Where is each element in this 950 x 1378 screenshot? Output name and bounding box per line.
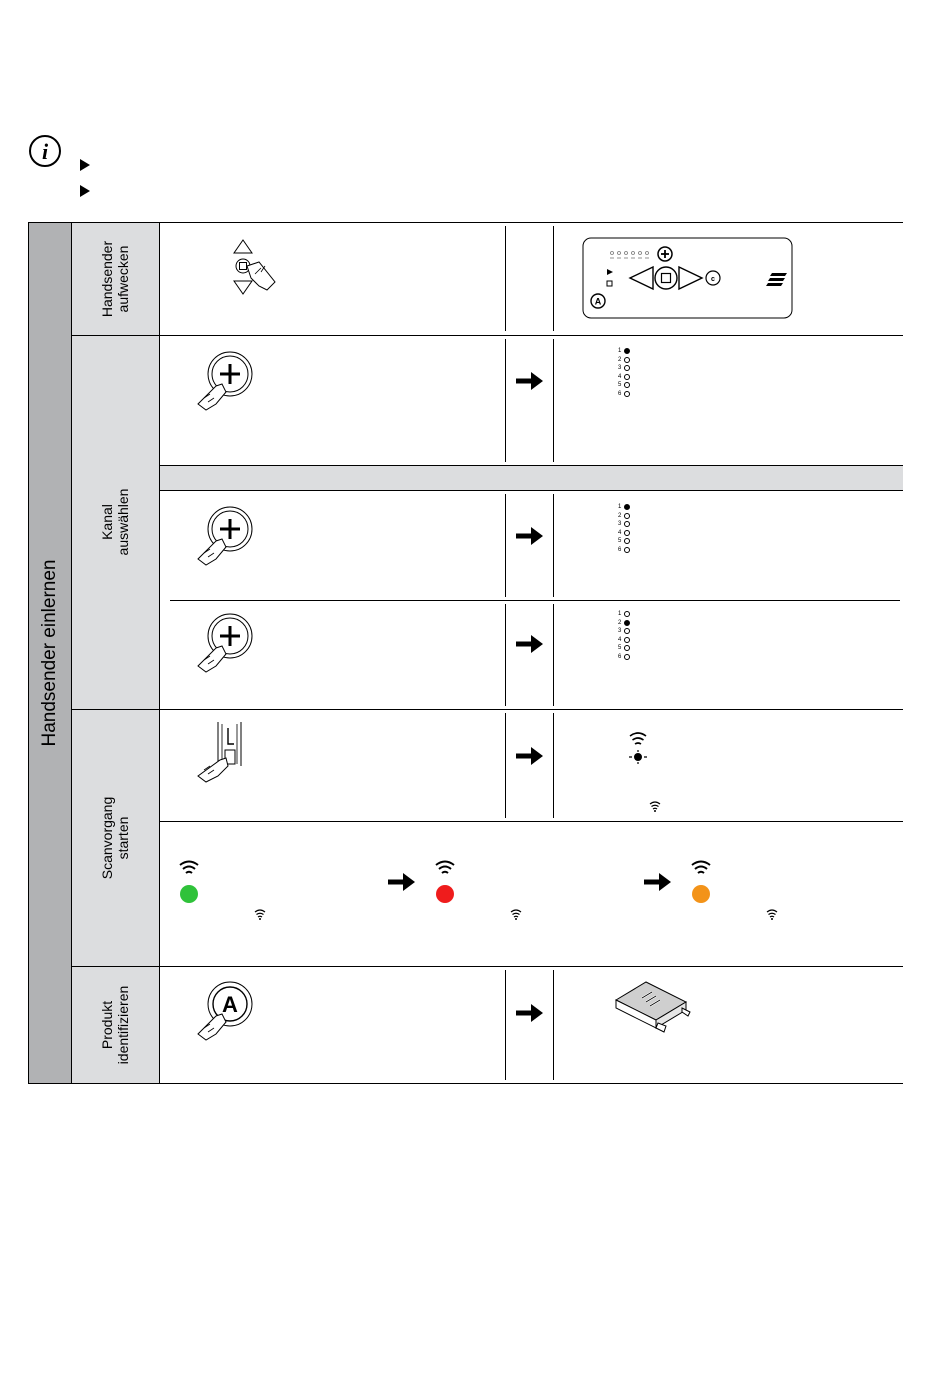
- channel-item: 5: [618, 537, 638, 546]
- channel-item: 2: [618, 619, 638, 628]
- channel-item: 6: [618, 653, 638, 662]
- channel-item: 5: [618, 381, 638, 390]
- category-scan-label: Scanvorgang starten: [99, 796, 131, 879]
- a-button-label: A: [222, 992, 238, 1017]
- channel-list: [618, 610, 638, 662]
- signal-icon: [254, 909, 266, 920]
- svg-text:i: i: [41, 139, 49, 164]
- category-scan: [71, 709, 159, 966]
- category-channel-label: Kanal auswählen: [99, 488, 131, 556]
- channel-item: 2: [618, 356, 638, 365]
- channel-item: 4: [618, 373, 638, 382]
- remote-control-icon: [582, 237, 794, 321]
- slide-switch-icon: [194, 720, 250, 786]
- remote-a-label: A: [594, 296, 602, 307]
- channel-item: 1: [618, 347, 638, 356]
- signal-icon: [178, 860, 200, 876]
- plus-button-icon: [194, 612, 256, 678]
- channel-item: 1: [618, 610, 638, 619]
- category-wake: [71, 222, 159, 335]
- radio-led-icon: [626, 731, 650, 767]
- category-identify: [71, 966, 159, 1083]
- signal-icon: [690, 860, 712, 876]
- info-icon: [28, 134, 62, 168]
- channel-list: [618, 347, 638, 399]
- a-button-icon: [194, 980, 256, 1046]
- arrow-right-icon: [516, 634, 544, 654]
- svg-text:c: c: [711, 276, 715, 283]
- signal-icon: [649, 801, 661, 812]
- led-green: [180, 885, 198, 903]
- channel-item: 1: [618, 503, 638, 512]
- arrow-right-icon: [516, 746, 544, 766]
- signal-icon: [510, 909, 522, 920]
- led-red: [436, 885, 454, 903]
- bullet-arrow-icon: [80, 159, 90, 171]
- channel-item: 4: [618, 636, 638, 645]
- channel-item: 3: [618, 627, 638, 636]
- motor-device-icon: [612, 978, 692, 1034]
- side-title: Handsender einlernen: [38, 559, 60, 746]
- subsection-bar: [159, 465, 903, 490]
- channel-item: 6: [618, 390, 638, 399]
- led-orange: [692, 885, 710, 903]
- side-title-bar: [28, 222, 71, 1083]
- plus-button-icon: [194, 350, 256, 416]
- channel-item: 5: [618, 644, 638, 653]
- arrow-right-icon: [644, 872, 672, 892]
- category-identify-label: Produkt identifizieren: [99, 985, 131, 1064]
- category-wake-label: Handsender aufwecken: [99, 240, 131, 317]
- channel-item: 6: [618, 546, 638, 555]
- channel-item: 3: [618, 364, 638, 373]
- channel-item: 2: [618, 512, 638, 521]
- category-channel: [71, 335, 159, 709]
- bullet-arrow-icon: [80, 185, 90, 197]
- hand-press-icon: [225, 236, 285, 298]
- arrow-right-icon: [516, 526, 544, 546]
- channel-item: 4: [618, 529, 638, 538]
- channel-list: [618, 503, 638, 555]
- signal-icon: [434, 860, 456, 876]
- plus-button-icon: [194, 505, 256, 571]
- arrow-right-icon: [516, 371, 544, 391]
- channel-item: 3: [618, 520, 638, 529]
- arrow-right-icon: [516, 1003, 544, 1023]
- arrow-right-icon: [388, 872, 416, 892]
- signal-icon: [766, 909, 778, 920]
